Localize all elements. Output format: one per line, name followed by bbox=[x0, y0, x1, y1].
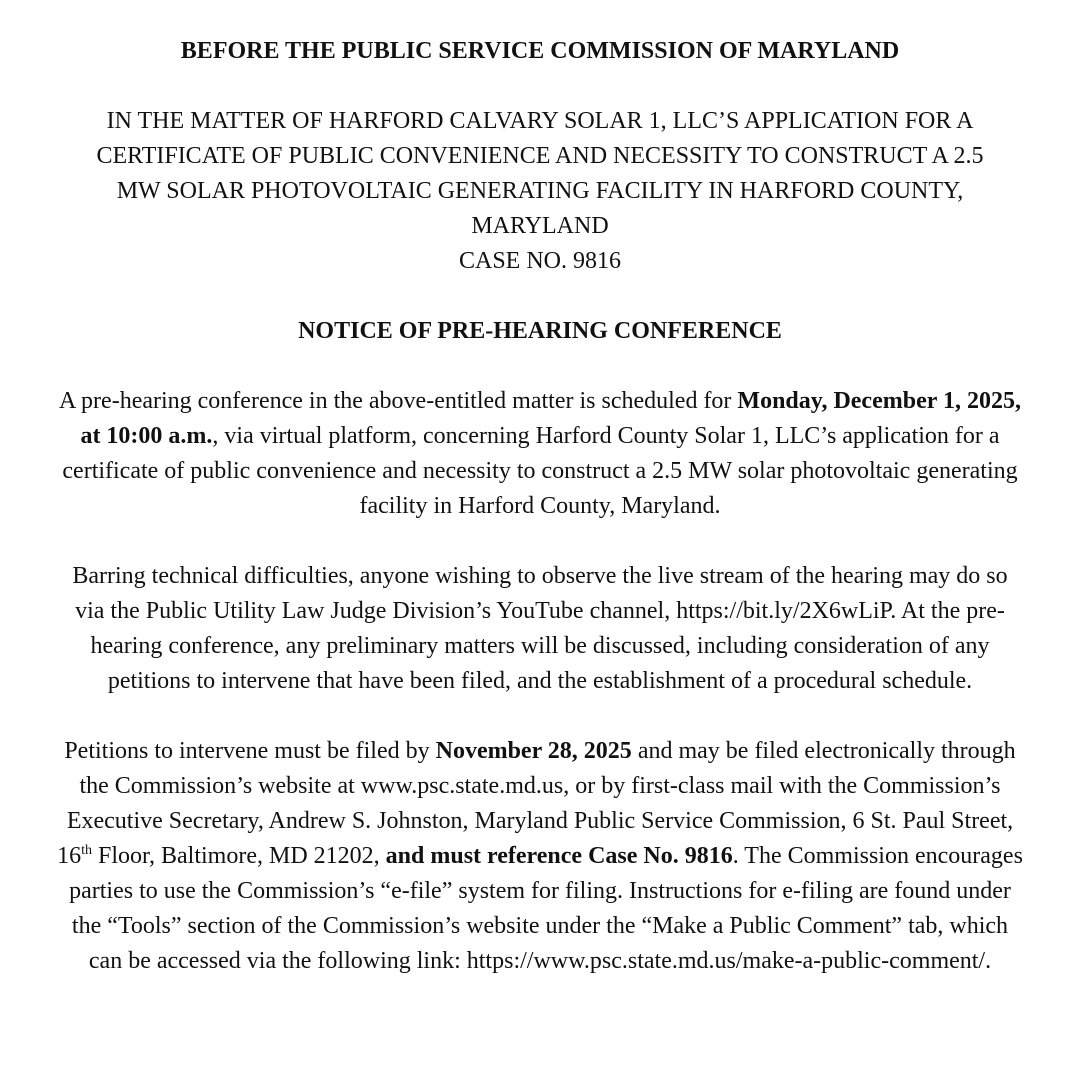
petitions-paragraph bbox=[56, 734, 1024, 979]
schedule-lead-text: A pre-hearing conference in the above-entitled matter is scheduled for bbox=[59, 388, 738, 414]
petitions-middle-text: and may be filed electronically through the Commission’s website at www.psc.state.md.us, or by first-class mail with the Commission’s Executive Secretary, Andrew S. Johnston, Maryland Public Service Commission, 6 St. Paul Street, 16 bbox=[57, 738, 1016, 869]
matter-line: CERTIFICATE OF PUBLIC CONVENIENCE AND NECESSITY TO CONSTRUCT A 2.5 bbox=[96, 143, 984, 169]
case-reference-requirement: and must reference Case No. 9816 bbox=[385, 843, 733, 869]
hearing-date: Monday, December 1, 2025, at 10:00 a.m. bbox=[80, 388, 1021, 449]
hearing-schedule-paragraph bbox=[56, 384, 1024, 524]
petitions-lead-text: Petitions to intervene must be filed by bbox=[64, 738, 436, 764]
matter-caption bbox=[56, 104, 1024, 279]
livestream-paragraph: Barring technical difficulties, anyone wishing to observe the live stream of the hearing may do so via the Public Utility Law Judge Division’s YouTube channel, https://bit.ly/2X6wLiP. At the pre-hearing conference, any preliminary matters will be discussed, including consideration of any petitions to intervene that have been filed, and the establishment of a procedural schedule. bbox=[72, 563, 1008, 694]
case-number: CASE NO. 9816 bbox=[458, 248, 621, 274]
notice-title: NOTICE OF PRE-HEARING CONFERENCE bbox=[298, 318, 782, 344]
commission-header: BEFORE THE PUBLIC SERVICE COMMISSION OF MARYLAND bbox=[180, 38, 900, 64]
spacer bbox=[56, 279, 1024, 314]
ordinal-superscript: th bbox=[81, 843, 92, 858]
matter-line: MW SOLAR PHOTOVOLTAIC GENERATING FACILITY IN HARFORD COUNTY, bbox=[116, 178, 964, 204]
spacer bbox=[56, 69, 1024, 104]
petition-deadline: November 28, 2025 bbox=[435, 738, 632, 764]
schedule-rest-text: , via virtual platform, concerning Harford County Solar 1, LLC’s application for a certificate of public convenience and necessity to construct a 2.5 MW solar photovoltaic generating facility in Harford County, Maryland. bbox=[62, 423, 1018, 519]
matter-line: MARYLAND bbox=[471, 213, 609, 239]
petitions-rest-text: . The Commission encourages parties to use the Commission’s “e-file” system for filing. Instructions for e-filing are found under the “Tools” section of the Commission’s website under the “Make a Public Comment” tab, which can be accessed via the following link: https://www.psc.state.md.us/make-a-public-comment/. bbox=[69, 843, 1023, 974]
spacer bbox=[56, 524, 1024, 559]
matter-line: IN THE MATTER OF HARFORD CALVARY SOLAR 1, LLC’S APPLICATION FOR A bbox=[106, 108, 974, 134]
spacer bbox=[56, 699, 1024, 734]
address-end-text: Floor, Baltimore, MD 21202, bbox=[91, 843, 386, 869]
spacer bbox=[56, 349, 1024, 384]
